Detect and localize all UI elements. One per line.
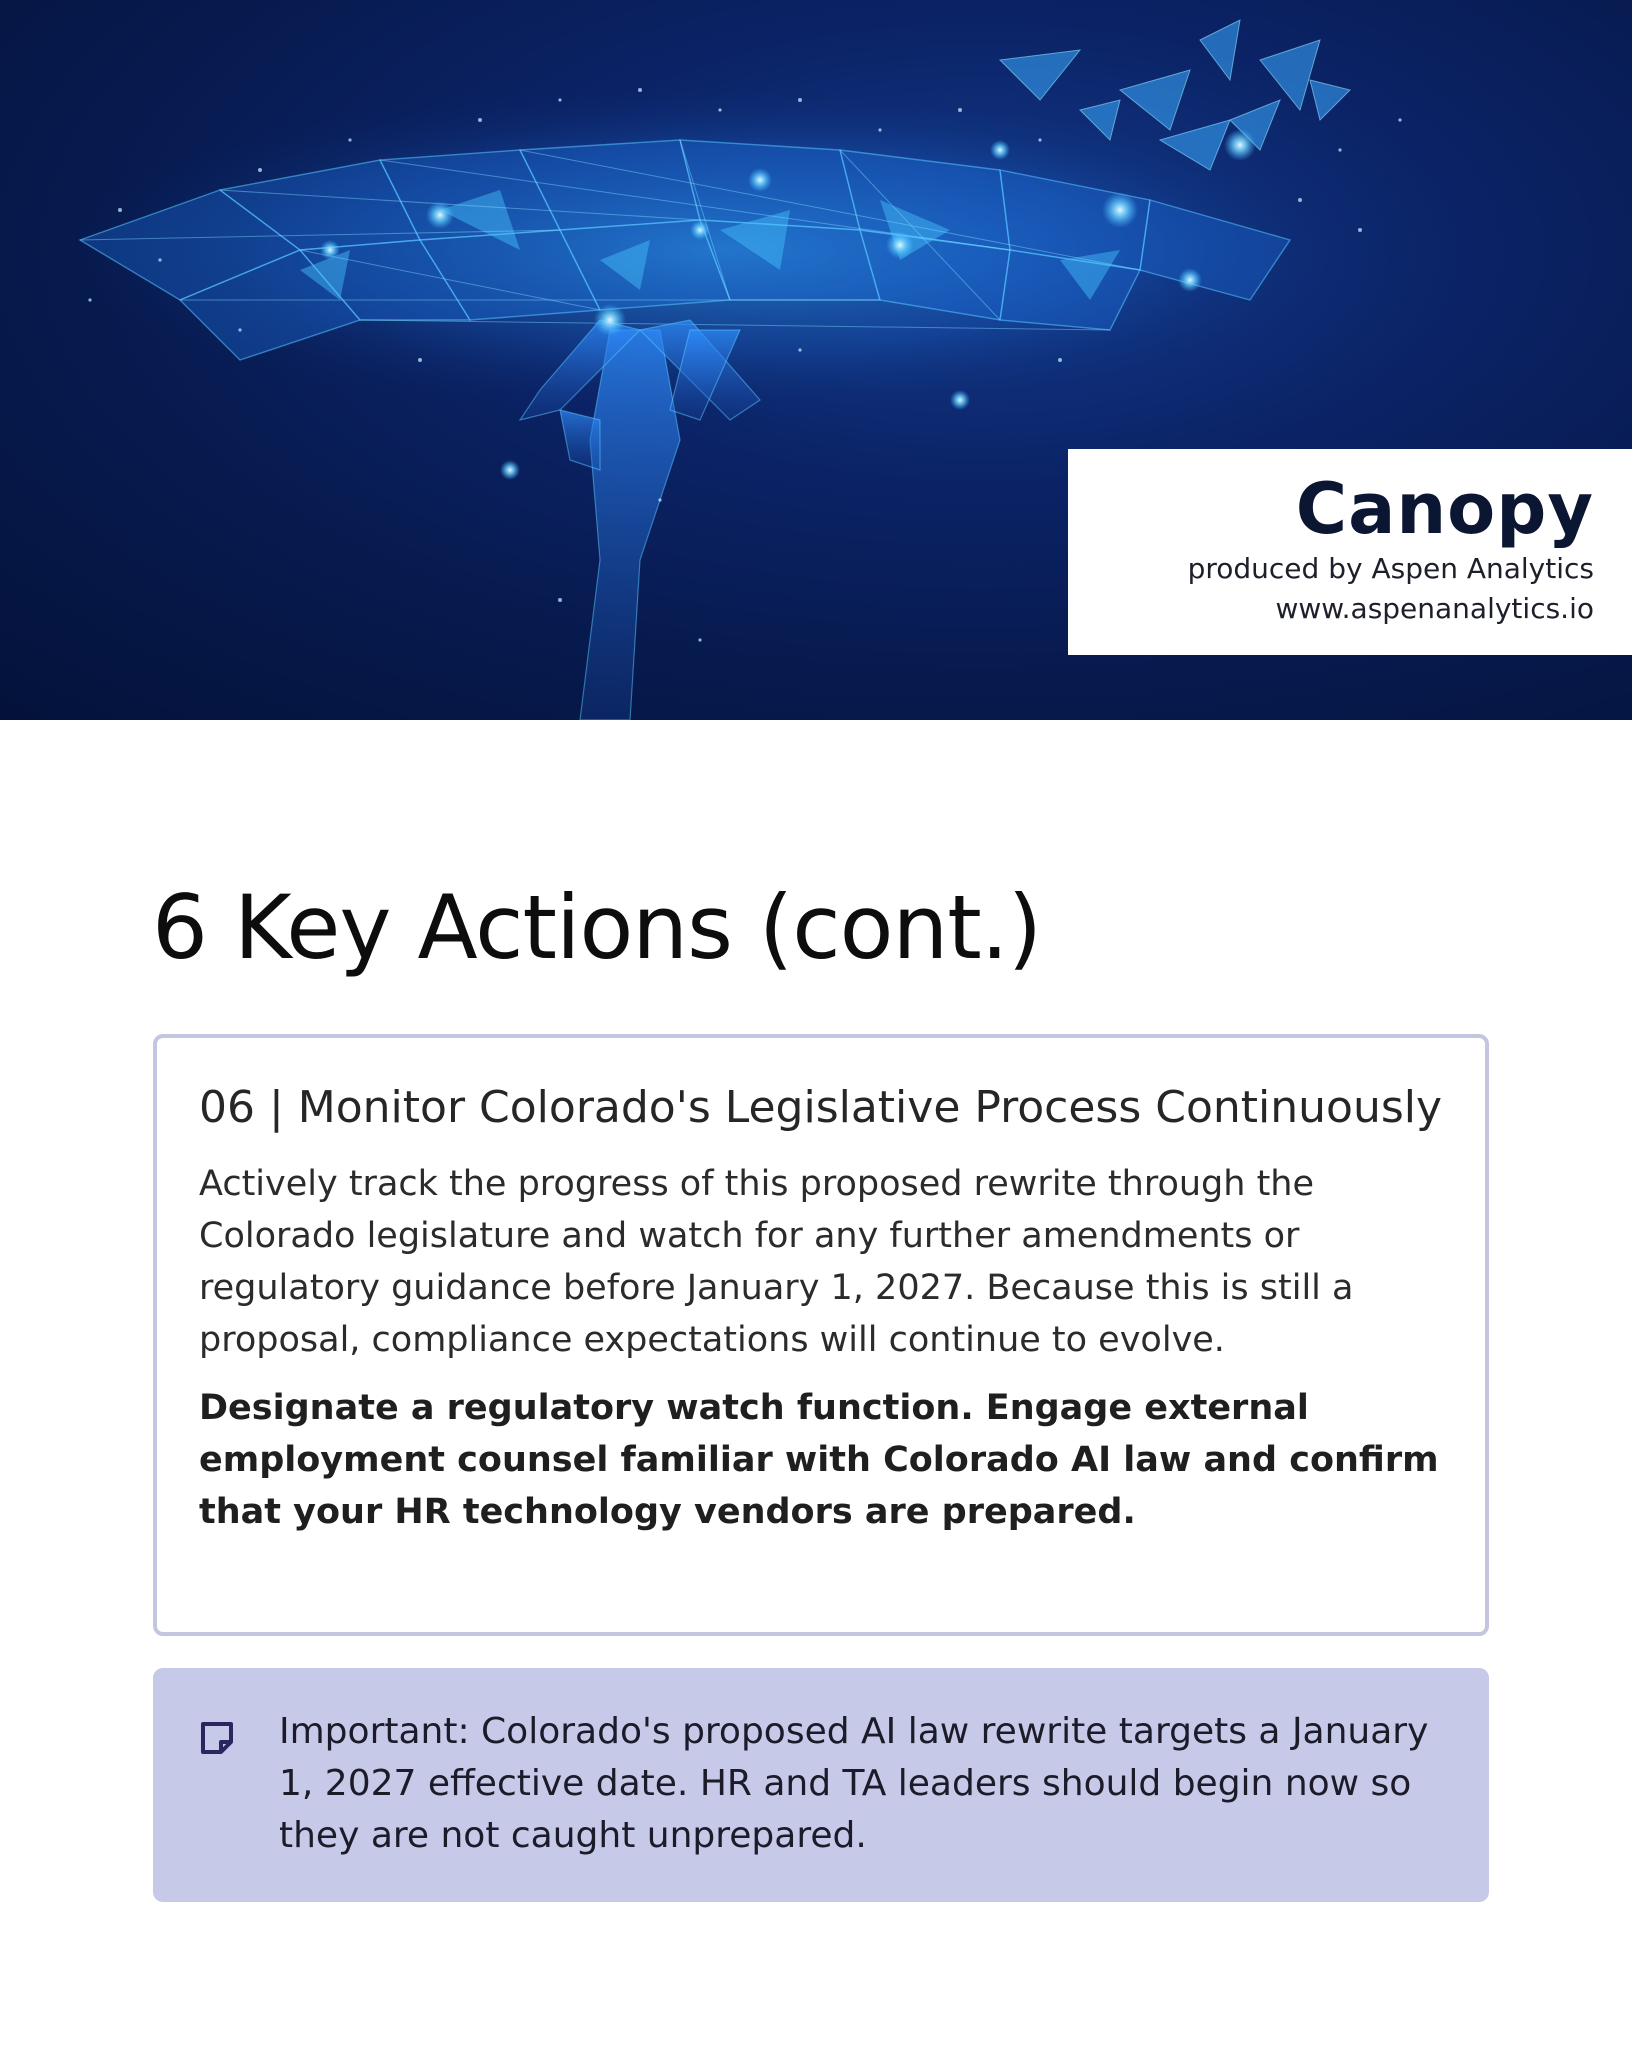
brand-title: Canopy [1295, 468, 1594, 550]
brand-box [1068, 449, 1632, 655]
action-recommendation: Designate a regulatory watch function. Engage external employment counsel familiar with Colorado AI law and confirm that your HR technology vendors are prepared. [199, 1388, 1439, 1532]
note-icon [197, 1718, 237, 1758]
action-card [153, 1034, 1489, 1636]
hero-banner [0, 0, 1632, 720]
action-heading: 06 | Monitor Colorado's Legislative Process Continuously [199, 1082, 1443, 1133]
important-callout [153, 1668, 1489, 1902]
brand-producer: produced by Aspen Analytics [1187, 552, 1594, 585]
brand-url: www.aspenanalytics.io [1275, 592, 1594, 625]
callout-text: Important: Colorado's proposed AI law rewrite targets a January 1, 2027 effective date. HR and TA leaders should begin now so they are not caught unprepared. [279, 1711, 1429, 1856]
action-body: Actively track the progress of this proposed rewrite through the Colorado legislature and watch for any further amendments or regulatory guidance before January 1, 2027. Because this is still a proposal, compliance expectations will continue to evolve. [199, 1164, 1354, 1360]
page-title: 6 Key Actions (cont.) [152, 876, 1042, 979]
